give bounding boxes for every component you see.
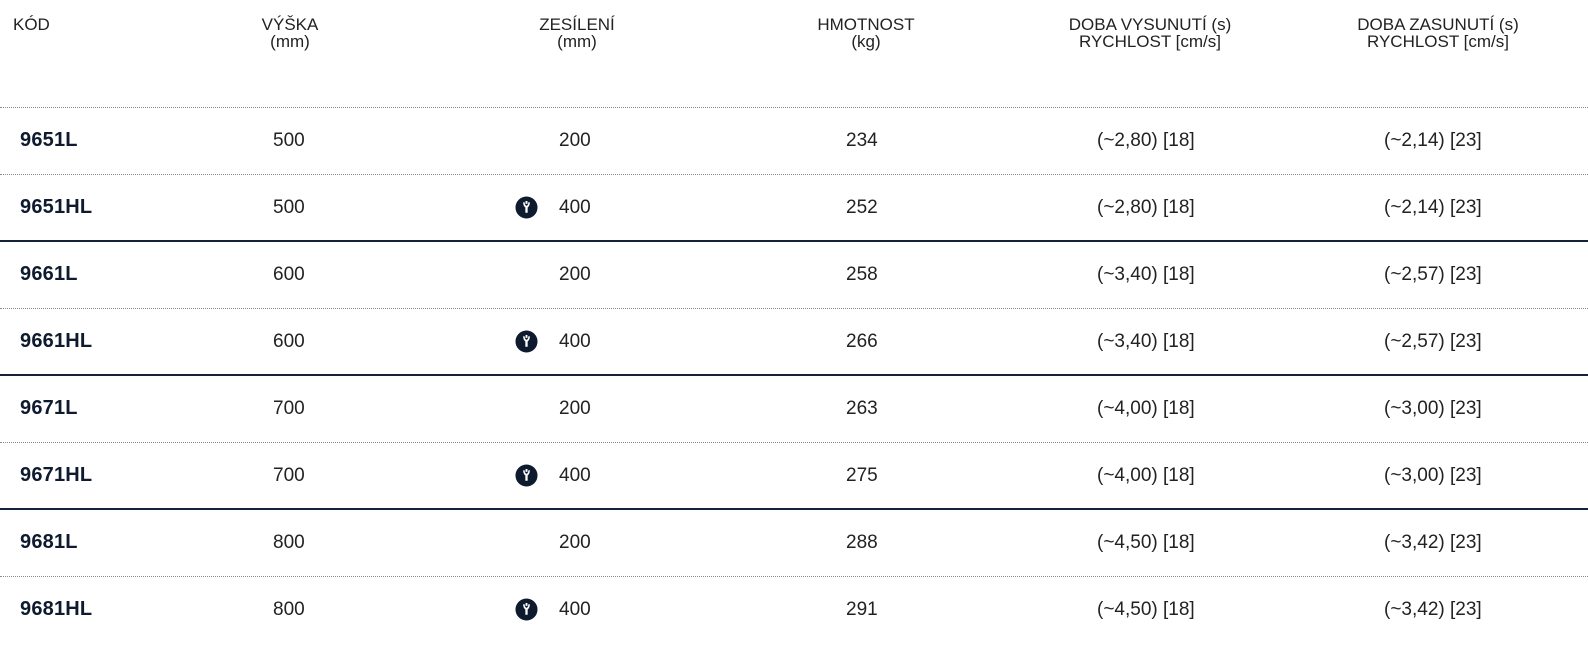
table-row xyxy=(0,442,1588,509)
row-zesileni: 200 xyxy=(559,532,591,553)
row-vysunuti: (~3,40) [18] xyxy=(1097,264,1195,285)
row-hmotnost: 252 xyxy=(846,197,878,218)
table-row xyxy=(0,576,1588,643)
row-hmotnost: 266 xyxy=(846,331,878,352)
header-vysunuti-line1: DOBA VYSUNUTÍ (s) xyxy=(1068,15,1232,34)
reinforcement-icon xyxy=(515,464,538,487)
table-row xyxy=(0,107,1588,174)
reinforcement-icon xyxy=(515,196,538,219)
row-vysunuti: (~4,00) [18] xyxy=(1097,398,1195,419)
row-hmotnost: 234 xyxy=(846,130,878,151)
header-zasunuti-line1: DOBA ZASUNUTÍ (s) xyxy=(1357,15,1519,34)
row-hmotnost: 291 xyxy=(846,599,878,620)
row-vysunuti: (~2,80) [18] xyxy=(1097,197,1195,218)
table-row xyxy=(0,308,1588,375)
row-vyska: 500 xyxy=(273,197,305,218)
row-zasunuti: (~2,57) [23] xyxy=(1384,264,1482,285)
row-zesileni: 200 xyxy=(559,264,591,285)
header-zesileni xyxy=(520,16,634,50)
row-zesileni: 400 xyxy=(559,465,591,486)
header-hmotnost-line2: (kg) xyxy=(851,32,881,51)
header-kod xyxy=(13,16,50,33)
reinforcement-icon xyxy=(515,330,538,353)
row-zasunuti: (~3,42) [23] xyxy=(1384,532,1482,553)
header-hmotnost xyxy=(800,16,932,50)
table-row xyxy=(0,174,1588,241)
row-vyska: 800 xyxy=(273,599,305,620)
table-row xyxy=(0,375,1588,442)
row-hmotnost: 275 xyxy=(846,465,878,486)
row-zesileni: 400 xyxy=(559,599,591,620)
header-zesileni-line2: (mm) xyxy=(557,32,597,51)
row-zesileni: 400 xyxy=(559,331,591,352)
header-vysunuti-line2: RYCHLOST [cm/s] xyxy=(1078,32,1221,51)
header-zesileni-line1: ZESÍLENÍ xyxy=(539,15,615,34)
row-vyska: 600 xyxy=(273,331,305,352)
row-code: 9671L xyxy=(20,397,78,419)
row-zasunuti: (~2,14) [23] xyxy=(1384,130,1482,151)
row-vysunuti: (~2,80) [18] xyxy=(1097,130,1195,151)
row-code: 9681HL xyxy=(20,598,93,620)
row-code: 9651HL xyxy=(20,196,93,218)
row-zesileni: 400 xyxy=(559,197,591,218)
row-code: 9681L xyxy=(20,531,78,553)
row-zasunuti: (~3,42) [23] xyxy=(1384,599,1482,620)
header-vyska xyxy=(250,16,330,50)
header-hmotnost-line1: HMOTNOST xyxy=(817,15,915,34)
header-zasunuti-line2: RYCHLOST [cm/s] xyxy=(1366,32,1509,51)
table-row xyxy=(0,509,1588,576)
row-hmotnost: 263 xyxy=(846,398,878,419)
row-hmotnost: 258 xyxy=(846,264,878,285)
row-code: 9661L xyxy=(20,263,78,285)
row-zasunuti: (~3,00) [23] xyxy=(1384,465,1482,486)
row-zasunuti: (~2,57) [23] xyxy=(1384,331,1482,352)
row-code: 9651L xyxy=(20,129,78,151)
row-hmotnost: 288 xyxy=(846,532,878,553)
table-row xyxy=(0,241,1588,308)
row-vysunuti: (~4,00) [18] xyxy=(1097,465,1195,486)
row-zasunuti: (~2,14) [23] xyxy=(1384,197,1482,218)
header-vysunuti xyxy=(1030,16,1270,50)
header-kod-line1: KÓD xyxy=(13,15,50,34)
row-zesileni: 200 xyxy=(559,398,591,419)
header-zasunuti xyxy=(1318,16,1558,50)
row-vysunuti: (~4,50) [18] xyxy=(1097,532,1195,553)
row-vyska: 700 xyxy=(273,398,305,419)
header-vyska-line2: (mm) xyxy=(270,32,310,51)
row-code: 9671HL xyxy=(20,464,93,486)
row-zasunuti: (~3,00) [23] xyxy=(1384,398,1482,419)
row-vyska: 700 xyxy=(273,465,305,486)
reinforcement-icon xyxy=(515,598,538,621)
row-vyska: 800 xyxy=(273,532,305,553)
row-code: 9661HL xyxy=(20,330,93,352)
row-vysunuti: (~3,40) [18] xyxy=(1097,331,1195,352)
row-zesileni: 200 xyxy=(559,130,591,151)
header-vyska-line1: VÝŠKA xyxy=(261,15,319,34)
row-vyska: 500 xyxy=(273,130,305,151)
row-vysunuti: (~4,50) [18] xyxy=(1097,599,1195,620)
row-vyska: 600 xyxy=(273,264,305,285)
